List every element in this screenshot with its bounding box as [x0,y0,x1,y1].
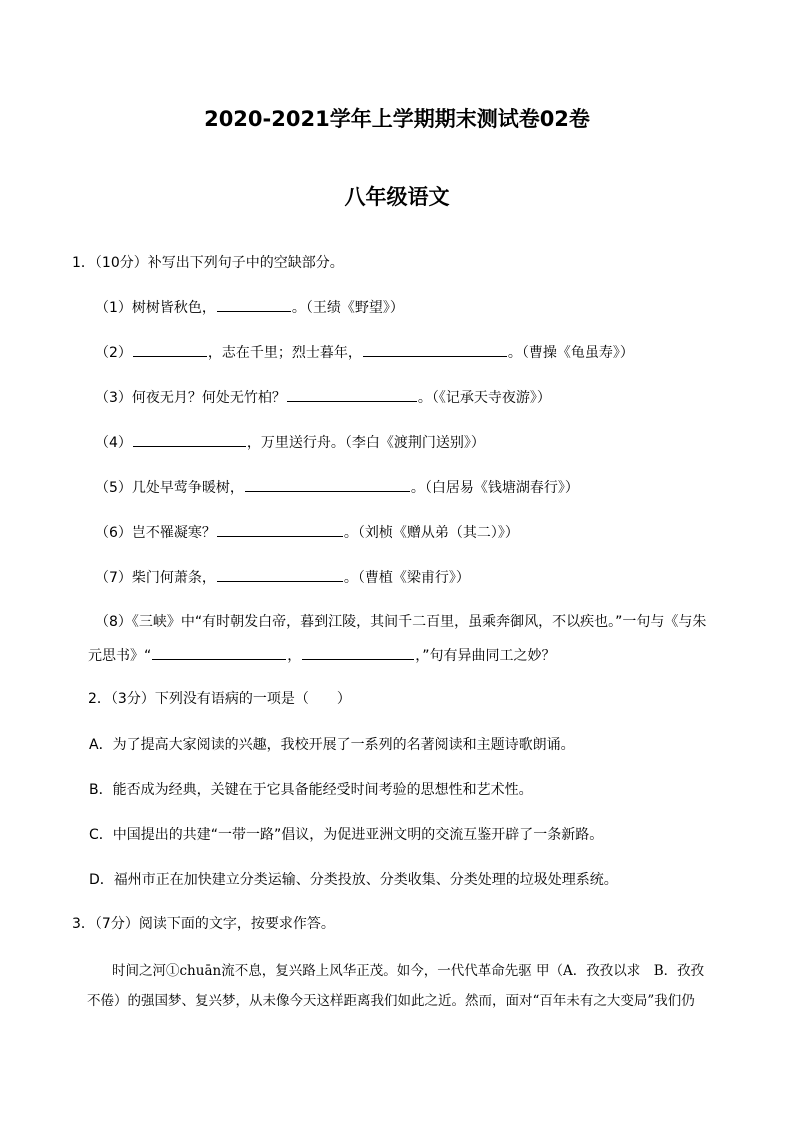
page-subtitle: 八年级语文 [344,185,450,209]
q1-item-7 [95,568,470,587]
q1-item-2-source: 。（曹操《龟虽寿》） [507,345,634,361]
q1-item-4-label: （4） [95,435,132,451]
q1-item-6 [95,523,519,542]
q1-item-8-line1: （8）《三峡》中“有时朝发白帝，暮到江陵，其间千二百里，虽乘奔御风，不以疾也。”一句与《与朱 [95,614,707,630]
q1-item-1 [95,298,404,317]
q2-option-b: B．能否成为经典，关键在于它具备能经受时间考验的思想性和艺术性。 [89,782,533,798]
q1-item-8-line2 [88,646,556,665]
q3-passage-line1: 时间之河①chuān流不息，复兴路上风华正茂。如今，一代代革命先驱 甲（A．孜孜以求 B．孜孜 [112,963,705,979]
answer-blank[interactable] [217,568,343,582]
answer-blank[interactable] [245,478,410,492]
q1-item-6-text: （6）岂不罹凝寒？ [95,525,216,541]
q1-item-4-text: ，万里送行舟。（李白《渡荆门送别》） [246,435,485,451]
answer-blank[interactable] [287,388,417,402]
q1-item-7-text: （7）柴门何萧条， [95,570,216,586]
q1-stem: 1．（10分）补写出下列句子中的空缺部分。 [72,255,344,271]
q1-item-8-tail: ，”句有异曲同工之妙？ [415,648,556,664]
q1-item-8-comma: ， [287,648,302,664]
q1-item-1-source: 。（王绩《野望》） [291,300,404,316]
q1-item-5-source: 。（白居易《钱塘湖春行》） [410,480,579,496]
answer-blank[interactable] [133,433,246,447]
q1-item-1-text: （1）树树皆秋色， [95,300,216,316]
q2-option-a: A．为了提高大家阅读的兴趣，我校开展了一系列的名著阅读和主题诗歌朗诵。 [89,737,575,753]
q1-item-4 [95,433,485,452]
q3-stem: 3．（7分）阅读下面的文字，按要求作答。 [72,916,335,932]
answer-blank[interactable] [217,298,291,312]
q2-stem: 2．（3分）下列没有语病的一项是（ ） [88,691,351,707]
q1-item-2-label: （2） [95,345,132,361]
q1-item-5-text: （5）几处早莺争暖树， [95,480,244,496]
q2-option-d: D．福州市正在加快建立分类运输、分类投放、分类收集、分类处理的垃圾处理系统。 [89,872,618,888]
q1-item-3-text: （3）何夜无月？何处无竹柏？ [95,390,286,406]
answer-blank[interactable] [133,343,207,357]
answer-blank[interactable] [302,646,414,660]
answer-blank[interactable] [217,523,343,537]
q3-passage-line2: 不倦）的强国梦、复兴梦，从未像今天这样距离我们如此之近。然而，面对“百年未有之大变局”我们仍 [87,993,695,1009]
page-title: 2020-2021学年上学期期末测试卷02卷 [204,107,590,131]
q1-item-2-text: ，志在千里；烈士暮年， [207,345,362,361]
q1-item-7-source: 。（曹植《梁甫行》） [343,570,470,586]
q1-item-2 [95,343,634,362]
q1-item-6-source: 。（刘桢《赠从弟（其二）》） [343,525,519,541]
answer-blank[interactable] [152,646,286,660]
q1-item-5 [95,478,579,497]
q1-item-8-text: 元思书》“ [88,648,152,664]
q1-item-3 [95,388,551,407]
answer-blank[interactable] [363,343,507,357]
q1-item-3-source: 。（《记承天寺夜游》） [417,390,551,406]
q2-option-c: C．中国提出的共建“一带一路”倡议，为促进亚洲文明的交流互鉴开辟了一条新路。 [89,827,604,843]
